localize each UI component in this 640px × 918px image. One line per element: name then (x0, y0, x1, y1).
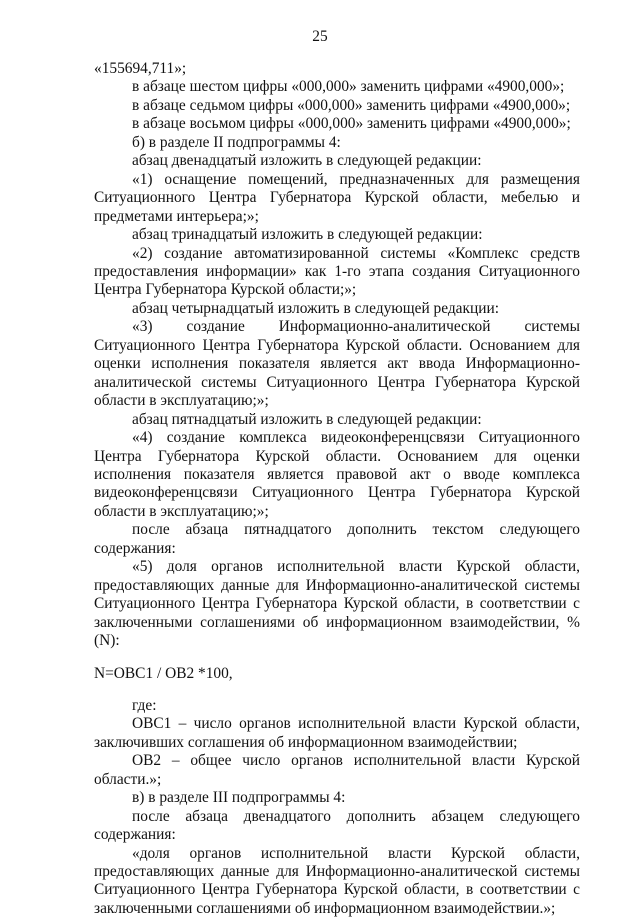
paragraph: абзац двенадцатый изложить в следующей редакции: (132, 152, 482, 170)
paragraph: «4) создание комплекса видеоконференцсвязи Ситуационного Центра Губернатора Курской области. Основанием для оценки исполнения показателя является правовой акт о вводе комплекса видеоконференцсвязи Ситуационного Центра Губернатора Курской области в эксплуатацию;»; (94, 429, 580, 520)
paragraph: ОВС1 – число органов исполнительной власти Курской области, заключивших соглашения об информационном взаимодействии; (94, 715, 580, 751)
paragraph: абзац четырнадцатый изложить в следующей редакции: (132, 299, 499, 317)
paragraph: в абзаце седьмом цифры «000,000» заменить цифрами «4900,000»; (132, 96, 571, 114)
paragraph: «5) доля органов исполнительной власти Курской области, предоставляющих данные для Информационно-аналитической системы Ситуационного Центра Губернатора Курской области, в соответствии с заключенными соглашениями об информационном взаимодействии, % (N): (94, 558, 580, 650)
paragraph: абзац тринадцатый изложить в следующей редакции: (132, 226, 483, 244)
paragraph: после абзаца пятнадцатого дополнить текстом следующего содержания: (94, 521, 580, 557)
page-number: 25 (312, 28, 328, 45)
paragraph: в) в разделе III подпрограммы 4: (132, 789, 346, 807)
document-body (94, 60, 580, 918)
paragraph: «1) оснащение помещений, предназначенных для размещения Ситуационного Центра Губернатора Курской области, мебелью и предметами интерьера;»; (94, 170, 580, 225)
paragraph: ОВ2 – общее число органов исполнительной власти Курской области.»; (94, 752, 580, 788)
paragraph: б) в разделе II подпрограммы 4: (132, 133, 341, 151)
paragraph: после абзаца двенадцатого дополнить абзацем следующего содержания: (94, 807, 580, 844)
paragraph: где: (132, 696, 157, 714)
paragraph: в абзаце шестом цифры «000,000» заменить цифрами «4900,000»; (132, 78, 565, 96)
paragraph: в абзаце восьмом цифры «000,000» заменить цифрами «4900,000»; (132, 115, 571, 133)
paragraph: «155694,711»; (94, 60, 187, 77)
paragraph: абзац пятнадцатый изложить в следующей редакции: (132, 410, 482, 428)
formula: N=ОВС1 / ОВ2 *100, (94, 664, 233, 682)
paragraph: «доля органов исполнительной власти Курской области, предоставляющих данные для Информационно-аналитической системы Ситуационного Центра Губернатора Курской области, в соответствии с заключенными соглашениями об информационном взаимодействии.»; (94, 844, 580, 917)
paragraph: «2) создание автоматизированной системы «Комплекс средств предоставления информации» как 1-го этапа создания Ситуационного Центра Губернатора Курской области;»; (94, 244, 580, 299)
paragraph: «3) создание Информационно-аналитической системы Ситуационного Центра Губернатора Курской области. Основанием для оценки исполнения показателя является акт ввода Информационно-аналитической системы Ситуационного Центра Губернатора Курской области в эксплуатацию;»; (94, 318, 580, 410)
